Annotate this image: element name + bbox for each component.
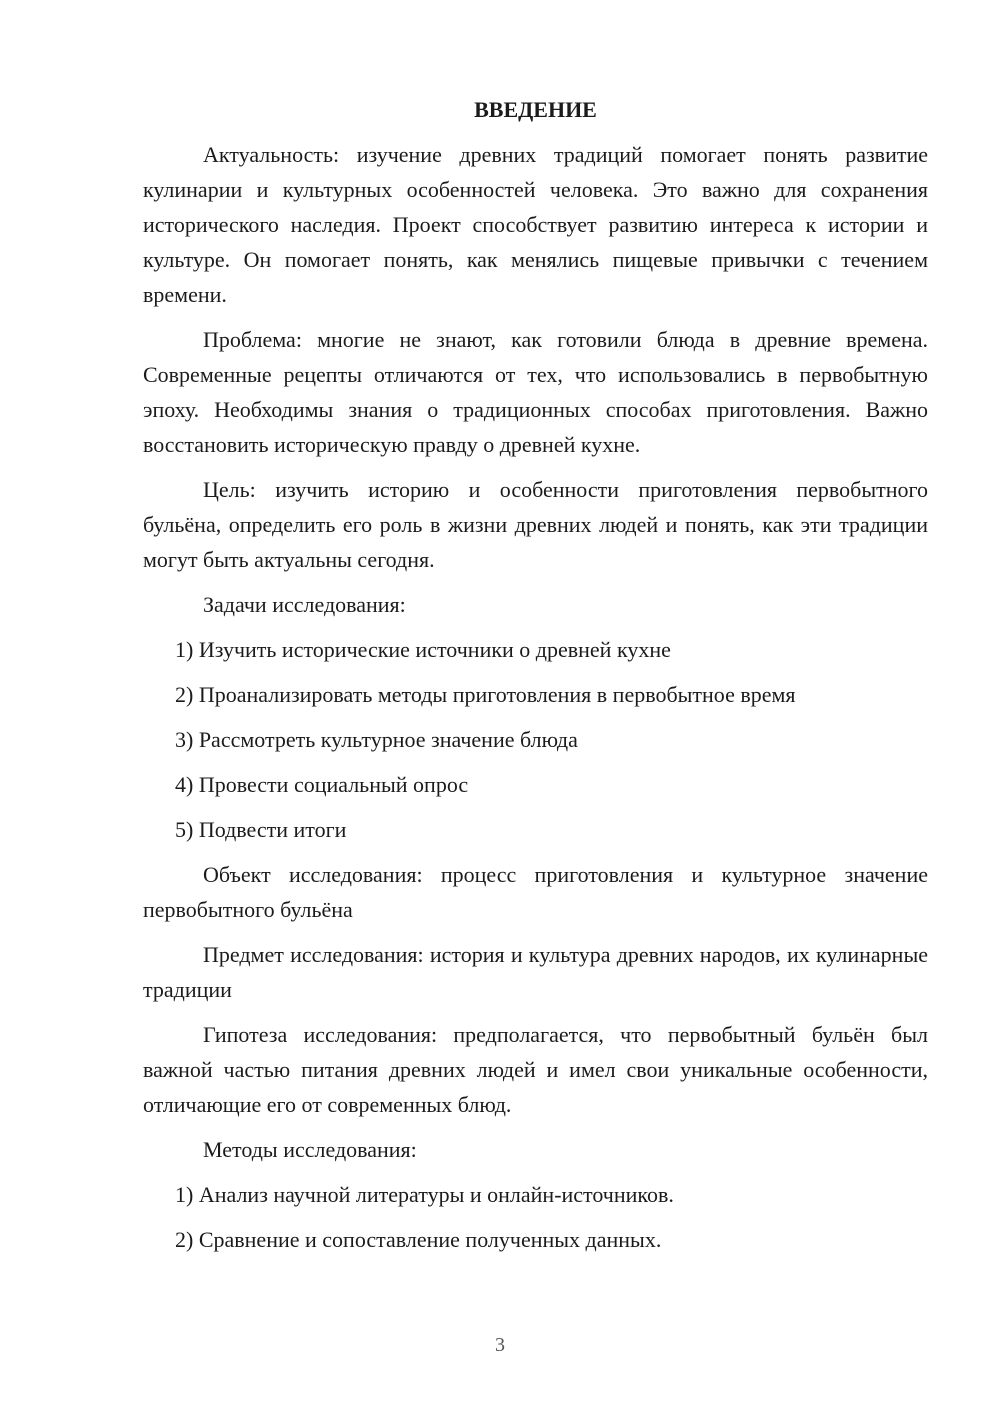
method-item: 1) Анализ научной литературы и онлайн-источников. [175, 1182, 674, 1207]
document-page [143, 95, 928, 1267]
task-item: 5) Подвести итоги [175, 817, 347, 842]
subject-paragraph: Предмет исследования: история и культура древних народов, их кулинарные традиции [143, 942, 928, 1002]
task-item: 2) Проанализировать методы приготовления в первобытное время [175, 682, 796, 707]
task-item: 1) Изучить исторические источники о древней кухне [175, 637, 671, 662]
methods-list [143, 1177, 928, 1257]
goal-paragraph: Цель: изучить историю и особенности приготовления первобытного бульёна, определить его роль в жизни древних людей и понять, как эти традиции могут быть актуальны сегодня. [143, 477, 928, 572]
problem-paragraph: Проблема: многие не знают, как готовили блюда в древние времена. Современные рецепты отличаются от тех, что использовались в первобытную эпоху. Необходимы знания о традиционных способах приготовления. Важно восстановить историческую правду о древней кухне. [143, 327, 928, 457]
object-paragraph: Объект исследования: процесс приготовления и культурное значение первобытного бульёна [143, 862, 928, 922]
page-title: ВВЕДЕНИЕ [474, 97, 597, 122]
relevance-paragraph: Актуальность: изучение древних традиций помогает понять развитие кулинарии и культурных особенностей человека. Это важно для сохранения исторического наследия. Проект способствует развитию интереса к истории и культуре. Он помогает понять, как менялись пищевые привычки с течением времени. [143, 142, 928, 307]
method-item: 2) Сравнение и сопоставление полученных данных. [175, 1227, 662, 1252]
task-item: 3) Рассмотреть культурное значение блюда [175, 727, 578, 752]
tasks-heading: Задачи исследования: [203, 592, 406, 617]
page-number: 3 [495, 1334, 505, 1356]
task-item: 4) Провести социальный опрос [175, 772, 469, 797]
hypothesis-paragraph: Гипотеза исследования: предполагается, что первобытный бульён был важной частью питания древних людей и имел свои уникальные особенности, отличающие его от современных блюд. [143, 1022, 928, 1117]
methods-heading: Методы исследования: [203, 1137, 417, 1162]
tasks-list [143, 632, 928, 847]
